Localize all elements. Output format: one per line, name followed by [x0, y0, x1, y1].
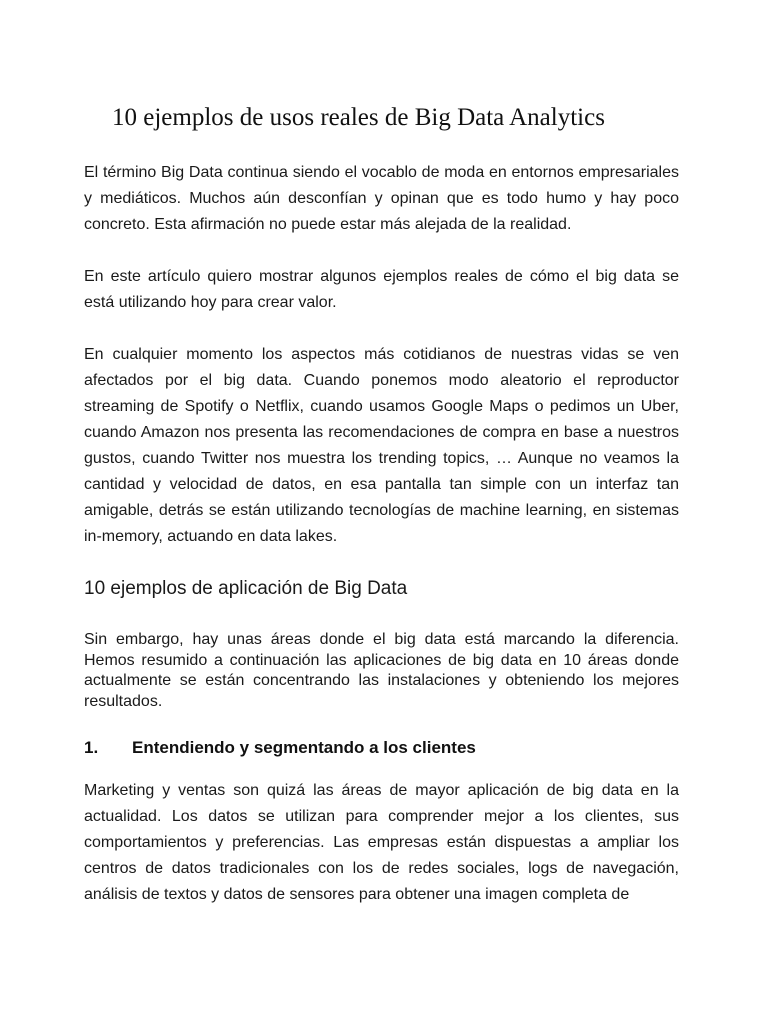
intro-paragraph-1: El término Big Data continua siendo el vocablo de moda en entornos empresariales y mediáticos. Muchos aún desconfían y opinan que es todo humo y hay poco concreto. Esta afirmación no puede estar más alejada de la realidad. — [84, 164, 679, 233]
list-item-number: 1. — [84, 738, 99, 757]
section-paragraph: Sin embargo, hay unas áreas donde el big data está marcando la diferencia. Hemos resumido a continuación las aplicaciones de big data en 10 áreas donde actualmente se están concentrando las instalaciones y obteniendo los mejores resultados. — [84, 631, 679, 710]
intro-paragraph-3: En cualquier momento los aspectos más cotidianos de nuestras vidas se ven afectados por el big data. Cuando ponemos modo aleatorio el reproductor streaming de Spotify o Netflix, cuando usamos Google Maps o pedimos un Uber, cuando Amazon nos presenta las recomendaciones de compra en base a nuestros gustos, cuando Twitter nos muestra los trending topics, … Aunque no veamos la cantidad y velocidad de datos, en esa pantalla tan simple con un interfaz tan amigable, detrás se están utilizando tecnologías de machine learning, en sistemas in-memory, actuando en data lakes. — [84, 346, 679, 545]
list-item-paragraph-1: Marketing y ventas son quizá las áreas de mayor aplicación de big data en la actualidad. Los datos se utilizan para comprender mejor a los clientes, sus comportamientos y preferencias. Las empresas están dispuestas a ampliar los centros de datos tradicionales con los de redes sociales, logs de navegación, análisis de textos y datos de sensores para obtener una imagen completa de — [84, 782, 679, 903]
list-item-title: Entendiendo y segmentando a los clientes — [132, 738, 476, 757]
section-heading: 10 ejemplos de aplicación de Big Data — [84, 578, 408, 599]
document-title: 10 ejemplos de usos reales de Big Data Analytics — [112, 104, 605, 131]
intro-paragraph-2: En este artículo quiero mostrar algunos ejemplos reales de cómo el big data se está utilizando hoy para crear valor. — [84, 268, 679, 311]
list-item-heading-1 — [84, 736, 476, 760]
